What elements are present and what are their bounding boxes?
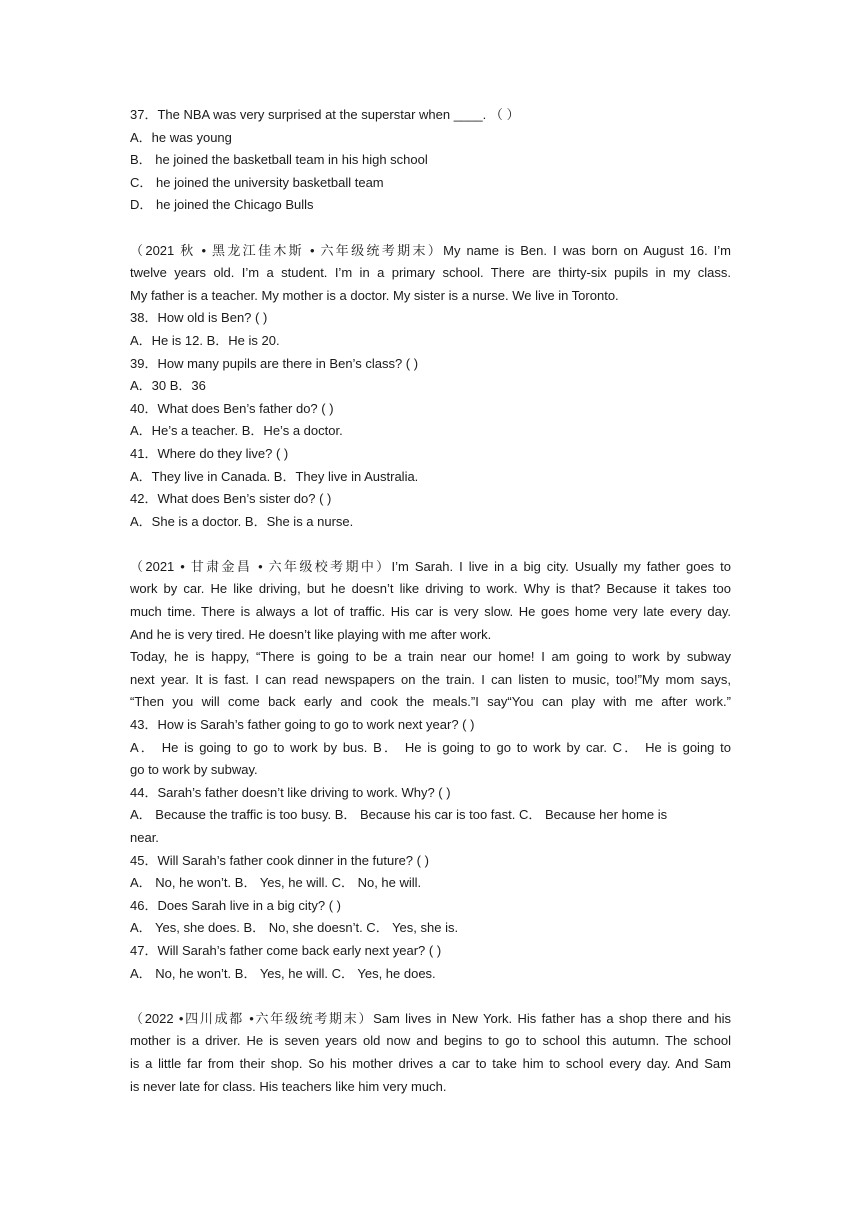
option: A． No, he won’t. B． Yes, he will. C． No, he will. xyxy=(130,875,422,891)
option: A．They live in Canada. B．They live in Australia. xyxy=(130,468,419,484)
question-stem: 38．How old is Ben? ( ) xyxy=(130,310,268,326)
passage-line: much time. There is always a lot of traffic. His car is very slow. He goes home very late every day. xyxy=(130,604,731,620)
question-37 xyxy=(130,104,731,217)
questions-sarah xyxy=(130,714,731,985)
option: A．He’s a teacher. B．He’s a doctor. xyxy=(130,423,343,439)
question-stem: 43．How is Sarah’s father going to go to work next year? ( ) xyxy=(130,717,475,733)
questions-ben xyxy=(130,307,731,533)
passage-line: is never late for class. His teachers like him very much. xyxy=(130,1078,447,1094)
passage-line: Today, he is happy, “There is going to be a train near our home! I am going to work by subway xyxy=(130,649,731,665)
passage-line: My father is a teacher. My mother is a doctor. My sister is a nurse. We live in Toronto. xyxy=(130,287,619,303)
option: A． He is going to go to work by bus. B． He is going to go to work by car. C． He is going to xyxy=(130,739,731,755)
question-stem: 45．Will Sarah’s father cook dinner in the future? ( ) xyxy=(130,852,429,868)
question-stem: 40．What does Ben’s father do? ( ) xyxy=(130,400,334,416)
option: A． Because the traffic is too busy. B． Because his car is too fast. C． Because her home is xyxy=(130,807,668,823)
passage-line: （2021 秋 • 黑龙江佳木斯 • 六年级统考期末）My name is Ben. I was born on August 16. I’m xyxy=(130,242,731,258)
option: A． Yes, she does. B． No, she doesn’t. C． Yes, she is. xyxy=(130,920,459,936)
passage-ben xyxy=(130,240,731,308)
passage-line: “Then you will come back early and cook the meals.”I say“You can play with me after work.” xyxy=(130,694,731,710)
passage-sam xyxy=(130,1008,731,1098)
spacer xyxy=(130,985,731,1008)
question-stem: 41．Where do they live? ( ) xyxy=(130,445,289,461)
option: near. xyxy=(130,830,159,845)
spacer xyxy=(130,533,731,556)
passage-line: （2021 • 甘肃金昌 • 六年级校考期中）I’m Sarah. I live in a big city. Usually my father goes to xyxy=(130,558,731,574)
question-stem: 46．Does Sarah live in a big city? ( ) xyxy=(130,897,341,913)
option: go to work by subway. xyxy=(130,762,258,778)
passage-sarah xyxy=(130,556,731,714)
option: A． No, he won’t. B． Yes, he will. C． Yes, he does. xyxy=(130,965,436,981)
option: B． he joined the basketball team in his high school xyxy=(130,152,428,168)
passage-line: work by car. He like driving, but he doesn’t like driving to work. Why is that? Because it takes too xyxy=(130,581,731,597)
passage-line: is a little far from their shop. So his mother drives a car to take him to school every day. And Sam xyxy=(130,1055,731,1071)
passage-line: （2022 •四川成都 •六年级统考期末）Sam lives in New York. His father has a shop there and his xyxy=(130,1010,731,1026)
option: A．30 B．36 xyxy=(130,378,206,394)
question-stem: 47．Will Sarah’s father come back early next year? ( ) xyxy=(130,942,442,958)
document-content xyxy=(130,104,731,1098)
question-stem: 39．How many pupils are there in Ben’s class? ( ) xyxy=(130,355,419,371)
question-stem: 42．What does Ben’s sister do? ( ) xyxy=(130,491,332,507)
spacer xyxy=(130,217,731,240)
option: A．he was young xyxy=(130,129,232,145)
question-stem: 44．Sarah’s father doesn’t like driving to work. Why? ( ) xyxy=(130,784,451,800)
passage-line: twelve years old. I’m a student. I’m in a primary school. There are thirty-six pupils in my class. xyxy=(130,265,731,281)
option: C． he joined the university basketball team xyxy=(130,174,384,190)
passage-line: And he is very tired. He doesn’t like playing with me after work. xyxy=(130,626,492,642)
option: A．He is 12. B．He is 20. xyxy=(130,332,280,348)
question-stem: 37．The NBA was very surprised at the superstar when ____. （ ） xyxy=(130,107,520,122)
option: A．She is a doctor. B．She is a nurse. xyxy=(130,513,354,529)
passage-line: mother is a driver. He is seven years old now and begins to go to school this autumn. The school xyxy=(130,1033,731,1049)
option: D． he joined the Chicago Bulls xyxy=(130,197,314,213)
passage-line: next year. It is fast. I can read newspapers on the train. I can listen to music, too!”My mom says, xyxy=(130,671,731,687)
